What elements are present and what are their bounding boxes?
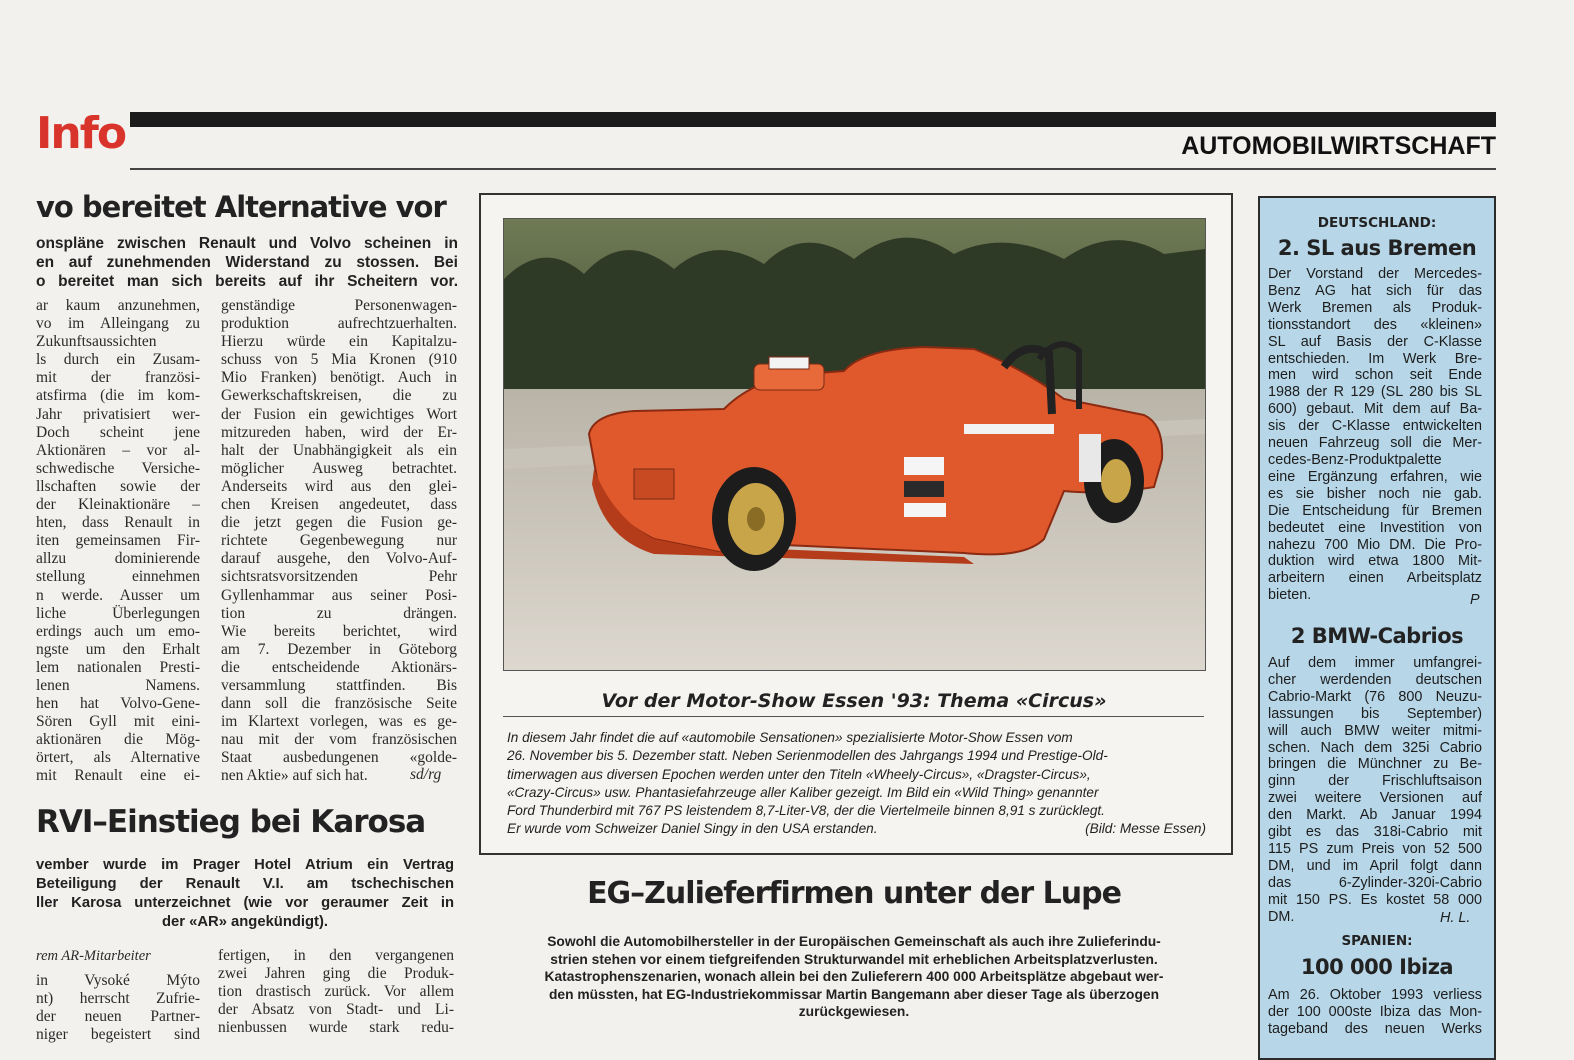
karosa-headline: RVI–Einstieg bei Karosa bbox=[36, 804, 426, 840]
header-rule bbox=[130, 168, 1496, 170]
karosa-byline: rem AR-Mitarbeiter bbox=[36, 948, 151, 964]
text-line: stellung einnehmen bbox=[36, 568, 200, 586]
text-line: duktion wird etwa 1800 Mit- bbox=[1268, 553, 1482, 570]
lead-line: onspläne zwischen Renault und Volvo scheinen in bbox=[36, 235, 458, 252]
text-line: zwei Jahren ging die Produk- bbox=[218, 965, 454, 983]
lead-line: o bereitet man sich bereits auf ihr Scheitern vor. bbox=[36, 273, 458, 290]
lead-line: Sowohl die Automobilhersteller in der Europäischen Gemeinschaft als auch ihre Zulieferindu- bbox=[547, 934, 1161, 949]
text-line: richtete Gegenbewegung nur bbox=[221, 532, 457, 550]
text-line: mit der französi- bbox=[36, 369, 200, 387]
text-line: schen. Nach dem 325i Cabrio bbox=[1268, 739, 1482, 756]
text-line: der Fusion ein gewichtiges Wort bbox=[221, 405, 457, 423]
text-line: darauf ausgehe, den Volvo-Auf- bbox=[221, 550, 457, 568]
text-line: halt der Unabhängigkeit als ein bbox=[221, 441, 457, 459]
text-line: versammlung stattfinden. Bis bbox=[221, 676, 457, 694]
text-line: tionsstandort des «kleinen» bbox=[1268, 316, 1482, 333]
text-line: ngste um den Erhalt bbox=[36, 640, 200, 658]
text-line: arbeitern einen Arbeitsplatz bbox=[1268, 570, 1482, 587]
volvo-headline: vo bereitet Alternative vor bbox=[36, 190, 446, 224]
sidebar-text-bmw bbox=[1268, 655, 1482, 926]
eg-lead bbox=[479, 933, 1229, 1021]
text-line: Auf dem immer umfangrei- bbox=[1268, 655, 1482, 671]
text-line: nau mit der vom französischen bbox=[221, 731, 457, 749]
text-line: 115 PS zum Preis von 52 500 bbox=[1268, 840, 1482, 857]
text-line: es sie bisher noch nie gab. bbox=[1268, 485, 1482, 502]
text-line: Aktionären – vor al- bbox=[36, 441, 200, 459]
caption-line: In diesem Jahr findet die auf «automobile Sensationen» spezialisierte Motor-Show Essen vom bbox=[507, 730, 1073, 745]
sidebar-signature-bmw: H. L. bbox=[1440, 910, 1471, 926]
text-line: der Kleinaktionäre – bbox=[36, 496, 200, 514]
text-line: ginn der Frischluftsaison bbox=[1268, 773, 1482, 790]
text-line: dann soll die französische Seite bbox=[221, 695, 457, 713]
text-line: nienbussen wurde stark redu- bbox=[218, 1019, 454, 1037]
text-line: Der Vorstand der Mercedes- bbox=[1268, 266, 1482, 282]
car-illustration bbox=[504, 219, 1205, 670]
text-line: mit 150 PS. Es kostet 58 000 bbox=[1268, 891, 1482, 908]
text-line: der 100 000ste Ibiza das Mon- bbox=[1268, 1003, 1482, 1020]
text-line: 1988 der R 129 (SL 280 bis SL bbox=[1268, 384, 1482, 401]
text-line: Staat ausbedungenen «golde- bbox=[221, 749, 457, 767]
caption-line: Er wurde vom Schweizer Daniel Singy in den USA erstanden. bbox=[507, 821, 878, 837]
text-line: Zukunftsaussichten bbox=[36, 333, 157, 351]
volvo-column-1 bbox=[36, 297, 200, 786]
header-bar bbox=[130, 112, 1496, 127]
text-line: lenen Namens. bbox=[36, 676, 200, 694]
text-line: der neuen Partner- bbox=[36, 1008, 200, 1026]
text-line: am 7. Dezember in Göteborg bbox=[221, 640, 457, 658]
text-line: lem nationalen Presti- bbox=[36, 658, 200, 676]
text-line: Jahr privatisiert wer- bbox=[36, 405, 200, 423]
text-line: cher werdenden deutschen bbox=[1268, 671, 1482, 688]
text-line: den Markt. Ab Januar 1994 bbox=[1268, 807, 1482, 824]
sidebar-headline-ibiza: 100 000 Ibiza bbox=[1300, 955, 1454, 979]
text-line: Hierzu würde ein Kapitalzu- bbox=[221, 333, 457, 351]
text-line: entschieden. Im Werk Bre- bbox=[1268, 350, 1482, 367]
section-logo: Info bbox=[36, 108, 126, 159]
lead-line: ller Karosa unterzeichnet (wie vor geraumer Zeit in bbox=[36, 895, 454, 911]
text-line: örtert, als Alternative bbox=[36, 749, 200, 767]
text-line: tion zu drängen. bbox=[221, 604, 457, 622]
text-line: SL auf Basis der C-Klasse bbox=[1268, 333, 1482, 350]
text-line: men wird schon seit Ende bbox=[1268, 367, 1482, 384]
lead-line: Katastrophenszenarien, wonach allein bei den Zulieferern 400 000 Arbeitsplätze abgebaut wer- bbox=[544, 969, 1164, 984]
text-line: liche Überlegungen bbox=[36, 604, 200, 622]
sidebar-signature-sl: P bbox=[1470, 592, 1480, 608]
section-title: AUTOMOBILWIRTSCHAFT bbox=[1181, 132, 1496, 160]
text-line: 600) gebaut. Mit dem auf Ba- bbox=[1268, 401, 1482, 418]
text-line: cedes-Benz-Produktpalette bbox=[1268, 451, 1442, 468]
photo-credit: (Bild: Messe Essen) bbox=[1085, 821, 1206, 836]
text-line: lassungen bis September) bbox=[1268, 705, 1482, 722]
karosa-column-1 bbox=[36, 972, 200, 1044]
lead-line: vember wurde im Prager Hotel Atrium ein Vertrag bbox=[36, 857, 454, 873]
text-line: neuen Fahrzeug soll die Mer- bbox=[1268, 435, 1482, 452]
text-line: iten gemeinsamen Fir- bbox=[36, 532, 200, 550]
text-line: Werk Bremen als Produk- bbox=[1268, 299, 1482, 316]
text-line: niger begeistert sind bbox=[36, 1026, 200, 1044]
volvo-column-2 bbox=[221, 297, 457, 786]
sidebar-text-sl bbox=[1268, 266, 1482, 604]
text-line: mit Renault eine ei- bbox=[36, 767, 200, 785]
sidebar-headline-sl: 2. SL aus Bremen bbox=[1277, 236, 1477, 260]
text-line: eine Ergänzung erfahren, wie bbox=[1268, 468, 1482, 485]
text-line: gibt es das 318i-Cabrio mit bbox=[1268, 824, 1482, 841]
caption-line: «Crazy-Circus» usw. Phantasiefahrzeuge aller Kaliber gezeigt. Im Bild ein «Wild Thing» genannter bbox=[507, 784, 1099, 800]
karosa-lead bbox=[36, 856, 454, 932]
sidebar-kicker-spain: SPANIEN: bbox=[1341, 933, 1413, 949]
text-line: llschaften sowie der bbox=[36, 477, 200, 495]
text-line: im Klartext vorlegen, was es ge- bbox=[221, 713, 457, 731]
caption-rule bbox=[503, 716, 1204, 717]
text-line: Wie bereits berichtet, wird bbox=[221, 622, 457, 640]
lead-line: zurückgewiesen. bbox=[798, 1004, 910, 1019]
text-line: schwedische Versiche- bbox=[36, 459, 200, 477]
volvo-signature: sd/rg bbox=[410, 766, 442, 783]
text-line: mitzureden haben, wird der Er- bbox=[221, 423, 457, 441]
text-line: tageband des neuen Werks bbox=[1268, 1020, 1482, 1037]
text-line: die entscheidende Aktionärs- bbox=[221, 658, 457, 676]
sidebar-text-ibiza bbox=[1268, 987, 1482, 1038]
caption-line: 26. November bis 5. Dezember statt. Neben Serienmodellen des Jahrgangs 1994 und Prestige-Old- bbox=[507, 748, 1108, 764]
text-line: will auch BMW weiter mitmi- bbox=[1268, 722, 1482, 739]
lead-line: en auf zunehmenden Widerstand zu stossen. Bei bbox=[36, 254, 458, 271]
text-line: vo im Alleingang zu bbox=[36, 315, 200, 333]
text-line: aktionären die Mög- bbox=[36, 731, 200, 749]
text-line: nen Aktie» auf sich hat. bbox=[221, 767, 368, 785]
caption-line: Ford Thunderbird mit 767 PS leistendem 8,7-Liter-V8, der die Viertelmeile binnen 8,91 s zurücklegt. bbox=[507, 803, 1105, 819]
dragster-photo bbox=[503, 218, 1206, 671]
text-line: nahezu 700 Mio DM. Die Pro- bbox=[1268, 536, 1482, 553]
text-line: zwei weitere Versionen auf bbox=[1268, 790, 1482, 807]
text-line: Die Entscheidung für Bremen bbox=[1268, 502, 1482, 519]
text-line: die jetzt gegen die Fusion ge- bbox=[221, 514, 457, 532]
lead-line: strien stehen vor einem tiefgreifenden Strukturwandel mit erheblichen Arbeitsplatzverlusten. bbox=[550, 951, 1158, 967]
text-line: hen hat Volvo-Gene- bbox=[36, 695, 200, 713]
text-line: Am 26. Oktober 1993 verliess bbox=[1268, 987, 1482, 1003]
text-line: der Absatz von Stadt- und Li- bbox=[218, 1001, 454, 1019]
text-line: ls durch ein Zusam- bbox=[36, 351, 200, 369]
lead-line: den müssten, hat EG-Industriekommissar Martin Bangemann aber dieser Tage als überzogen bbox=[548, 986, 1160, 1002]
text-line: allzu dominierende bbox=[36, 550, 200, 568]
text-line: möglicher Ausweg betrachtet. bbox=[221, 459, 457, 477]
lead-line: der «AR» angekündigt). bbox=[161, 914, 329, 930]
text-line: das 6-Zylinder-320i-Cabrio bbox=[1268, 874, 1482, 891]
text-line: Mio Franken) benötigt. Auch in bbox=[221, 369, 457, 387]
text-line: Gewerkschaftskreisen, die zu bbox=[221, 387, 457, 405]
text-line: erdings auch um emo- bbox=[36, 622, 200, 640]
text-line: produktion aufrechtzuerhalten. bbox=[221, 315, 457, 333]
text-line: tion drastisch zurück. Vor allem bbox=[218, 983, 454, 1001]
sidebar-headline-bmw: 2 BMW-Cabrios bbox=[1290, 624, 1464, 648]
text-line: sichtsratsvorsitzenden Pehr bbox=[221, 568, 457, 586]
text-line: bedeutet eine Investition von bbox=[1268, 519, 1482, 536]
photo-caption-title: Vor der Motor-Show Essen '93: Thema «Circus» bbox=[601, 690, 1107, 712]
text-line: hten, dass Renault in bbox=[36, 514, 200, 532]
text-line: genständige Personenwagen- bbox=[221, 297, 457, 314]
text-line: in Vysoké Mýto bbox=[36, 972, 200, 989]
text-line: schuss von 5 Mia Kronen (910 bbox=[221, 351, 457, 369]
text-line: Sören Gyll mit eini- bbox=[36, 713, 200, 731]
volvo-lead bbox=[36, 234, 458, 291]
text-line: Anderseits wird aus den glei- bbox=[221, 477, 457, 495]
text-line: fertigen, in den vergangenen bbox=[218, 947, 454, 964]
text-line: nt) herrscht Zufrie- bbox=[36, 990, 200, 1008]
text-line: Cabrio-Markt (76 800 Neuzu- bbox=[1268, 688, 1482, 705]
text-line: chen Kreisen angedeutet, dass bbox=[221, 496, 457, 514]
text-line: Benz AG hat sich für das bbox=[1268, 282, 1482, 299]
text-line: DM. bbox=[1268, 908, 1295, 925]
text-line: ar kaum anzunehmen, bbox=[36, 297, 200, 314]
lead-line: Beteiligung der Renault V.I. am tschechischen bbox=[36, 876, 454, 892]
text-line: bieten. bbox=[1268, 587, 1312, 604]
text-line: atsfirma (die im kom- bbox=[36, 387, 200, 405]
caption-line: timerwagen aus diversen Epochen werden unter den Titeln «Wheely-Circus», «Dragster-Circus», bbox=[507, 766, 1091, 782]
eg-headline: EG–Zulieferfirmen unter der Lupe bbox=[587, 876, 1121, 911]
text-line: sis der C-Klasse entwickelten bbox=[1268, 418, 1482, 435]
text-line: Gyllenhammar aus seiner Posi- bbox=[221, 586, 457, 604]
text-line: DM, und im April folgt dann bbox=[1268, 857, 1482, 874]
karosa-column-2 bbox=[218, 947, 454, 1037]
sidebar-kicker-germany: DEUTSCHLAND: bbox=[1317, 215, 1437, 231]
text-line: Doch scheint jene bbox=[36, 423, 200, 441]
text-line: n werde. Ausser um bbox=[36, 586, 200, 604]
text-line: bringen die Münchner zu Be- bbox=[1268, 756, 1482, 773]
